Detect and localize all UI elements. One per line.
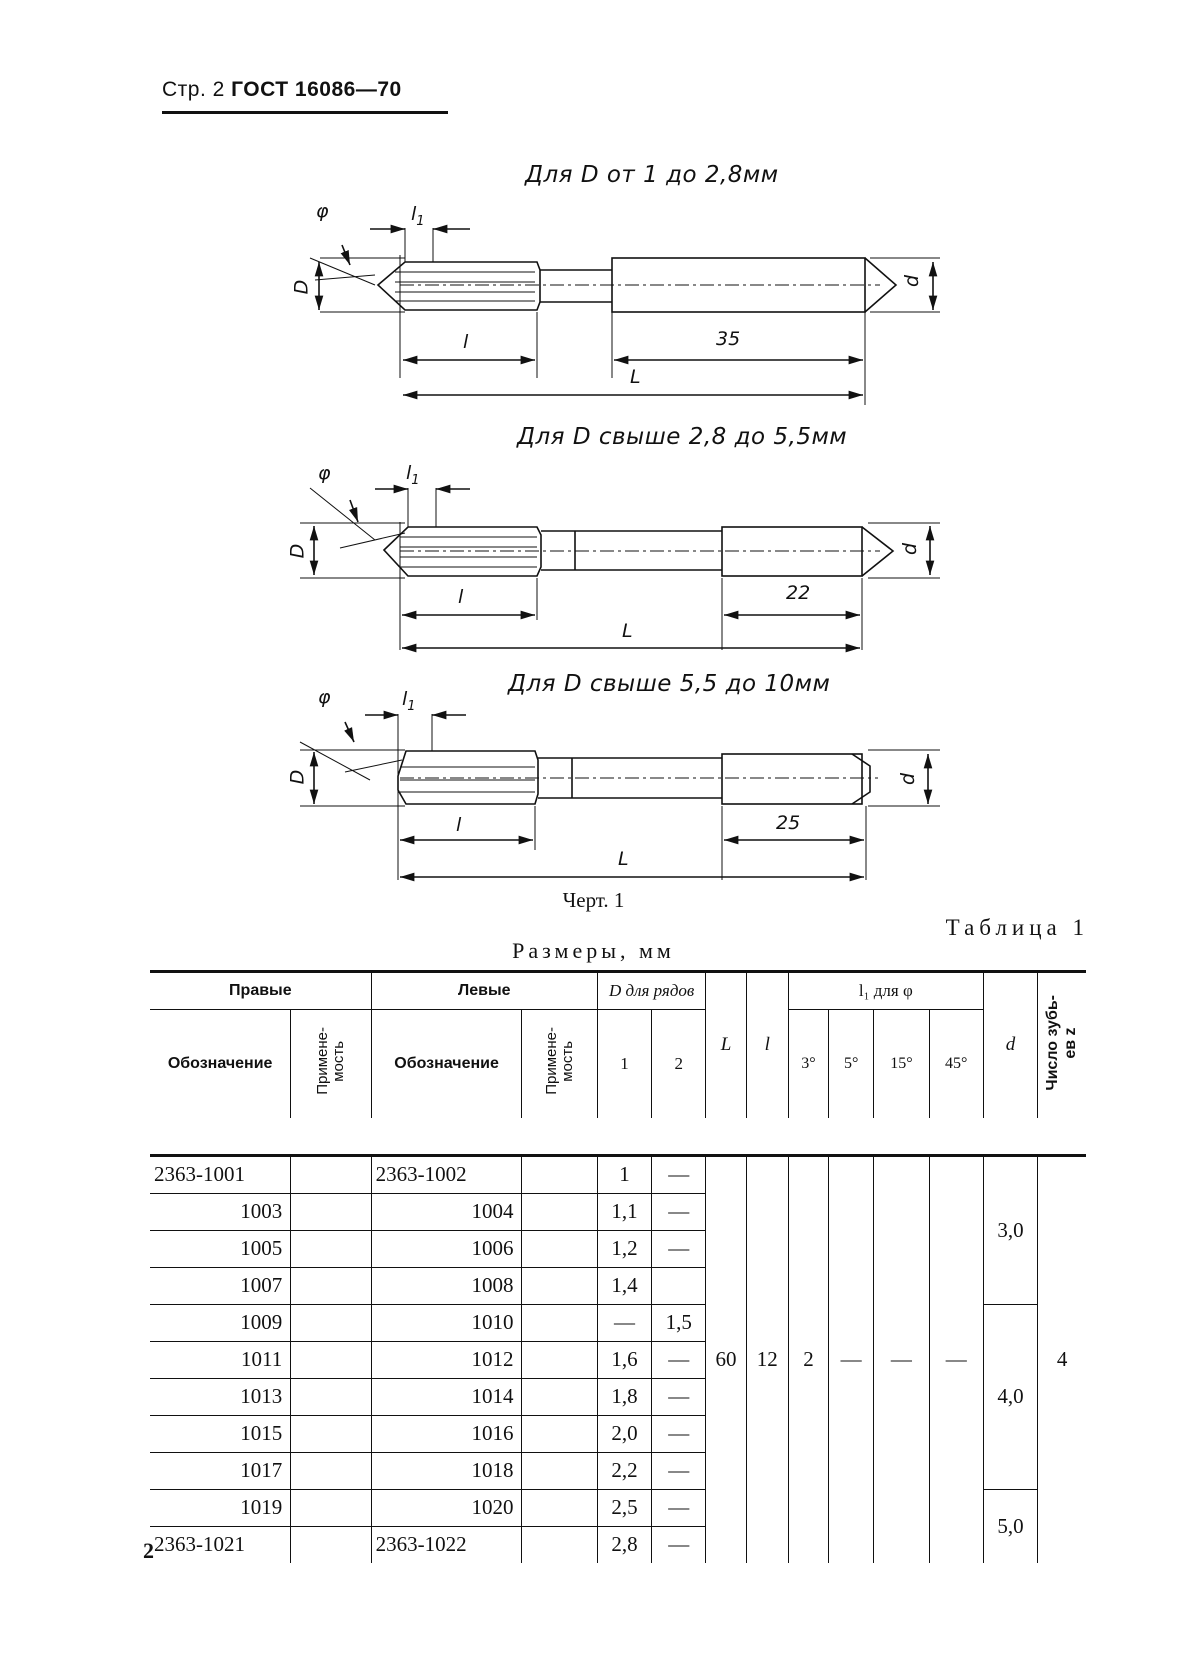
drawing-3-d-label: d xyxy=(897,772,920,786)
table-row: 1003 1004 1,1 — xyxy=(150,1193,1086,1230)
drawing-3-L-label: L xyxy=(618,848,629,870)
table-row: 1007 1008 1,4 xyxy=(150,1267,1086,1304)
header-d: d xyxy=(983,972,1037,1118)
dimensions-table xyxy=(150,970,1086,1563)
header-l: l xyxy=(746,972,788,1118)
merged-angle-5: — xyxy=(829,1155,874,1563)
header-D-rows: D для рядов xyxy=(597,972,706,1010)
table-row: 2363-1001 2363-1002 1 — 60 12 2 — — — 3,0 4 xyxy=(150,1155,1086,1193)
standard-number: ГОСТ 16086—70 xyxy=(231,78,402,101)
header-angle-45: 45° xyxy=(929,1010,983,1118)
header-left-designation: Обозначение xyxy=(371,1010,522,1118)
header-angle-3: 3° xyxy=(788,1010,828,1118)
table-row: 1017 1018 2,2 — xyxy=(150,1452,1086,1489)
table-title: Размеры, мм xyxy=(512,938,675,963)
d-group-2: 4,0 xyxy=(983,1304,1037,1489)
table-row: 2363-1021 2363-1022 2,8 — xyxy=(150,1526,1086,1563)
drawing-2-caption: Для D свыше 2,8 до 5,5мм xyxy=(517,424,848,450)
drawing-1-shank-length: 35 xyxy=(716,328,741,350)
header-angle-5: 5° xyxy=(829,1010,874,1118)
table-row: 1015 1016 2,0 — xyxy=(150,1415,1086,1452)
drawing-2-phi-label: φ xyxy=(318,462,331,484)
header-row2: 2 xyxy=(652,1010,706,1118)
header-l1-phi: l₁ для φ xyxy=(788,972,983,1010)
drawing-1-l-label: l xyxy=(463,331,469,353)
drawing-2-l-label: l xyxy=(458,586,464,608)
drawing-3-D-label: D xyxy=(286,769,309,785)
table-row: 1005 1006 1,2 — xyxy=(150,1230,1086,1267)
drawing-1-phi-label: φ xyxy=(316,200,329,222)
drawing-1-l1-label: $l_1$ xyxy=(411,203,425,229)
drawing-1-L-label: L xyxy=(630,366,641,388)
drawing-1-d-label: d xyxy=(901,274,924,288)
merged-l: 12 xyxy=(746,1155,788,1563)
drawing-1-D-label: D xyxy=(290,279,313,295)
table-row: 1009 1010 — 1,5 4,0 xyxy=(150,1304,1086,1341)
drawing-2-L-label: L xyxy=(622,620,633,642)
d-group-3: 5,0 xyxy=(983,1489,1037,1563)
drawing-2-d-label: d xyxy=(899,542,922,556)
header-z: Число зубь- ев z xyxy=(1038,972,1086,1118)
d-group-1: 3,0 xyxy=(983,1155,1037,1304)
merged-angle-45: — xyxy=(929,1155,983,1563)
merged-L: 60 xyxy=(706,1155,746,1563)
merged-angle-3: 2 xyxy=(788,1155,828,1563)
drawing-3-l1-label: $l_1$ xyxy=(402,688,416,714)
drawing-2-l1-label: $l_1$ xyxy=(406,462,420,488)
header-left: Левые xyxy=(371,972,597,1010)
header-row1: 1 xyxy=(597,1010,651,1118)
drawing-2-shank-length: 22 xyxy=(786,582,811,604)
table-row: 1013 1014 1,8 — xyxy=(150,1378,1086,1415)
drawing-3-shank-length: 25 xyxy=(776,812,801,834)
merged-angle-15: — xyxy=(874,1155,929,1563)
drawing-3-l-label: l xyxy=(456,814,462,836)
drawing-3-caption: Для D свыше 5,5 до 10мм xyxy=(508,671,831,697)
drawing-2-D-label: D xyxy=(286,543,309,559)
header-left-applicability: Примене- мость xyxy=(522,1010,597,1118)
drawing-1-caption: Для D от 1 до 2,8мм xyxy=(525,162,779,188)
header-right-applicability: Примене- мость xyxy=(291,1010,371,1118)
merged-teeth: 4 xyxy=(1038,1155,1086,1563)
table-row: 1011 1012 1,6 — xyxy=(150,1341,1086,1378)
table-caption: Таблица 1 xyxy=(945,915,1089,940)
header-angle-15: 15° xyxy=(874,1010,929,1118)
reamer-drawing-2 xyxy=(300,488,940,650)
page-label: Стр. 2 xyxy=(162,78,225,101)
header-right: Правые xyxy=(150,972,371,1010)
reamer-drawing-1 xyxy=(310,228,940,405)
drawing-3-phi-label: φ xyxy=(318,686,331,708)
page-number: 2 xyxy=(143,1538,154,1563)
header-L: L xyxy=(706,972,746,1118)
table-row: 1019 1020 2,5 — 5,0 xyxy=(150,1489,1086,1526)
figure-caption: Черт. 1 xyxy=(562,888,625,912)
header-right-designation: Обозначение xyxy=(167,1054,273,1072)
